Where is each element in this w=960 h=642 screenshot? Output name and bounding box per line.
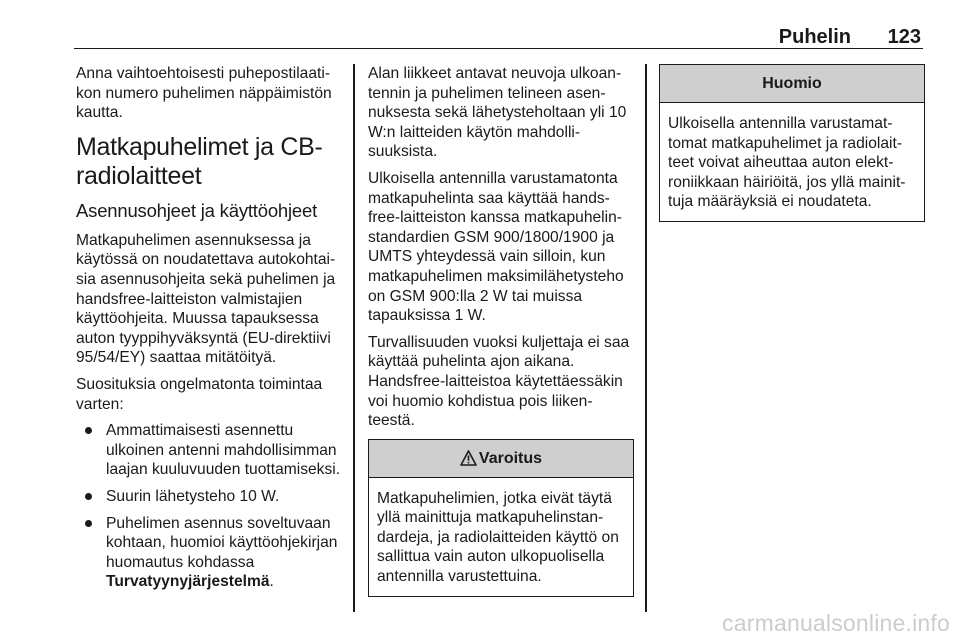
warning-header (369, 440, 633, 478)
section-title: Puhelin (778, 26, 851, 48)
bullet-icon (85, 493, 92, 500)
list-item (76, 487, 346, 507)
bullet-icon (85, 520, 92, 527)
intro-paragraph: Anna vaihtoehtoisesti puhepostilaatikon numero puhelimen näppäimistön kautta. (76, 65, 332, 122)
paragraph: Suosituksia ongelmatonta toimintaa varten: (76, 375, 323, 413)
recommendation-list (76, 421, 346, 592)
paragraph: Turvallisuuden vuoksi kuljettaja ei saa käyttää puhelinta ajon aikana. Handsfree-laitteistoa käytettäessäkin voi huomio kohdistua pois liikenteestä. (368, 333, 630, 430)
page-header (74, 20, 923, 49)
list-item (76, 514, 346, 592)
warning-triangle-icon (460, 443, 477, 480)
column-left (76, 64, 346, 599)
warning-title: Varoitus (478, 449, 543, 467)
note-text: Ulkoisella antennilla varustamattomat matkapuhelimet ja radiolaitteet voivat aiheuttaa auton elektroniikkaan häiriöitä, jos yllä mainittuja määräyksiä ei noudateta. (668, 115, 906, 211)
warning-box (368, 439, 634, 597)
bullet-icon (85, 427, 92, 434)
cross-reference-link[interactable]: Turvatyynyjärjestelmä (106, 573, 270, 591)
watermark: carmanualsonline.info (722, 610, 950, 636)
column-middle (368, 64, 634, 597)
section-heading: Matkapuhelimet ja CB-radiolaitteet (76, 132, 323, 190)
list-item-text: Puhelimen asennus soveltuvaan kohtaan, huomioi käyttöohjekirjan huomautus kohdassa (106, 514, 338, 571)
list-item (76, 421, 346, 480)
column-divider (645, 64, 647, 612)
list-item-end: . (269, 573, 274, 591)
column-divider (353, 64, 355, 612)
note-header: Huomio (660, 65, 924, 103)
column-right (659, 64, 925, 222)
warning-text: Matkapuhelimien, jotka eivät täytä yllä mainittuja matkapuhelinstandardeja, ja radiolaitteiden käyttö on sallittua vain auton ulkopuolisella antennilla varustettuina. (377, 489, 619, 586)
paragraph: Matkapuhelimen asennuksessa ja käytössä on noudatettava autokohtaisia asennusohjeita sekä puhelimen ja handsfree-laitteiston valmistajien käyttöohjeita. Muussa tapauksessa auton tyyppihyväksyntä (EU-direktiivi 95/54/EY) saattaa mitätöityä. (76, 231, 336, 367)
subsection-heading: Asennusohjeet ja käyttöohjeet (76, 199, 318, 221)
paragraph: Alan liikkeet antavat neuvoja ulkoantennin ja puhelimen telineen asennuksesta sekä lähetysteholtaan yli 10 W:n laitteiden käytön mahdollisuuksista. (368, 65, 627, 161)
note-box (659, 64, 925, 222)
page-number: 123 (887, 26, 921, 48)
paragraph: Ulkoisella antennilla varustamatonta matkapuhelinta saa käyttää handsfree-laitteiston kanssa matkapuhelinstandardien GSM 900/1800/1900 ja UMTS yhteydessä vain silloin, kun matkapuhelimen maksimilähetysteho on GSM 900:lla 2 W tai muissa tapauksissa 1 W. (368, 169, 624, 325)
list-item-text: Suurin lähetysteho 10 W. (106, 487, 280, 505)
list-item-text: Ammattimaisesti asennettu ulkoinen antenni mahdollisimman laajan kuuluvuuden tuottamiseksi. (106, 422, 341, 479)
